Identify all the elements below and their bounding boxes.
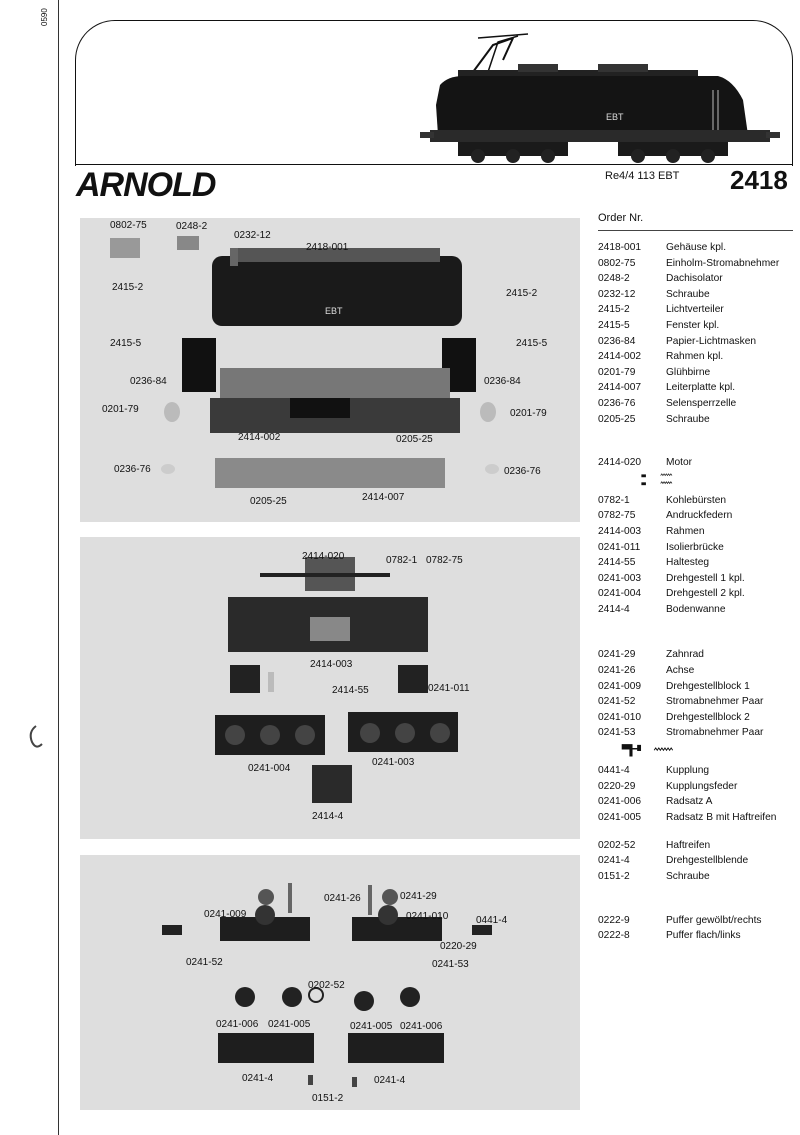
order-number-header: Order Nr. [598, 210, 793, 231]
callout-0241-29: 0241-29 [400, 891, 437, 902]
exploded-view-bogies [80, 855, 580, 1110]
coupling-and-spring-icon [598, 741, 793, 758]
list-item: 0220-29 Kupplungsfeder [598, 780, 738, 792]
callout-2415-5-left: 2415-5 [110, 338, 142, 349]
callout-0241-003: 0241-003 [372, 757, 415, 768]
list-item: 0241-26 Achse [598, 665, 695, 677]
callout-0202-52: 0202-52 [308, 980, 345, 991]
list-item: 0222-9 Puffer gewölbt/rechts [598, 914, 762, 926]
callout-0236-84-right: 0236-84 [484, 376, 521, 387]
callout-2415-2-left: 2415-2 [112, 282, 144, 293]
list-item: 0241-4 Drehgestellblende [598, 855, 749, 867]
callout-0201-79-right: 0201-79 [510, 408, 547, 419]
list-item: 2414-007 Leiterplatte kpl. [598, 382, 736, 394]
list-item: 0232-12 Schraube [598, 288, 710, 300]
callout-0802-75: 0802-75 [110, 220, 147, 231]
list-item: 0241-010 Drehgestellblock 2 [598, 711, 750, 723]
callout-0241-005-left: 0241-005 [268, 1019, 311, 1030]
exploded-view-body [80, 218, 580, 522]
callout-0241-005-right: 0241-005 [350, 1021, 393, 1032]
list-item: 2414-020 Motor [598, 457, 693, 469]
callout-2414-007: 2414-007 [362, 492, 405, 503]
list-item: 0241-004 Drehgestell 2 kpl. [598, 588, 745, 600]
list-item: 0241-009 Drehgestellblock 1 [598, 680, 750, 692]
callout-0232-12: 0232-12 [234, 230, 271, 241]
side-code: 0590 [40, 8, 49, 26]
list-item: 0241-29 Zahnrad [598, 649, 704, 661]
callout-0241-009: 0241-009 [204, 909, 247, 920]
list-item: 2415-2 Lichtverteiler [598, 304, 724, 316]
list-item: 2418-001 Gehäuse kpl. [598, 242, 727, 253]
list-item: 0151-2 Schraube [598, 871, 710, 882]
callout-0241-011: 0241-011 [428, 683, 470, 694]
callout-0241-010: 0241-010 [406, 911, 449, 922]
callout-0248-2: 0248-2 [176, 221, 208, 232]
brand-logo: ARNOLD [76, 166, 216, 204]
callout-0241-006-left: 0241-006 [216, 1019, 259, 1030]
list-item: 0241-53 Stromabnehmer Paar [598, 727, 764, 739]
list-item: 0782-75 Andruckfedern [598, 510, 733, 522]
callout-0236-84-left: 0236-84 [130, 376, 167, 387]
callout-2415-5-right: 2415-5 [516, 338, 548, 349]
loco-label: EBT [606, 112, 624, 122]
callout-2414-003: 2414-003 [310, 659, 353, 670]
list-item: 0241-005 Radsatz B mit Haftreifen [598, 811, 777, 823]
scan-mark [24, 722, 48, 752]
callout-0241-006-right: 0241-006 [400, 1021, 443, 1032]
list-item: 0782-1 Kohlebürsten [598, 494, 727, 506]
list-item: 0222-8 Puffer flach/links [598, 930, 741, 942]
list-item: 0241-003 Drehgestell 1 kpl. [598, 572, 745, 584]
list-item: 0201-79 Glühbirne [598, 366, 711, 378]
exploded-view-drive [80, 537, 580, 839]
parts-list [598, 210, 793, 944]
model-number: 2418 [730, 165, 788, 195]
list-item: 0236-84 Papier-Lichtmasken [598, 335, 757, 347]
list-item: 0802-75 Einholm-Stromabnehmer [598, 257, 780, 269]
callout-0241-53: 0241-53 [432, 959, 469, 970]
callout-0782-1: 0782-1 [386, 555, 418, 566]
callout-2414-55: 2414-55 [332, 685, 369, 696]
callout-0441-4: 0441-4 [476, 915, 508, 926]
callout-0205-25-top: 0205-25 [396, 434, 433, 445]
callout-2414-020: 2414-020 [302, 551, 345, 562]
list-item: 2414-55 Haltesteg [598, 557, 710, 569]
list-item: 0241-011 Isolierbrücke [598, 541, 724, 553]
list-item: 2414-002 Rahmen kpl. [598, 351, 724, 363]
list-item: 0248-2 Dachisolator [598, 273, 723, 285]
list-item: 2415-5 Fenster kpl. [598, 319, 720, 331]
brush-and-spring-icon [598, 471, 793, 488]
callout-0201-79-left: 0201-79 [102, 404, 139, 415]
body-label: EBT [325, 306, 343, 316]
list-item: 0241-006 Radsatz A [598, 796, 713, 808]
list-item: 0202-52 Haftreifen [598, 839, 711, 851]
callout-2418-001: 2418-001 [306, 242, 349, 253]
callout-0151-2: 0151-2 [312, 1093, 344, 1104]
list-item: 0441-4 Kupplung [598, 765, 710, 777]
callout-0241-4-left: 0241-4 [242, 1073, 274, 1084]
callout-0236-76-right: 0236-76 [504, 466, 541, 477]
list-item: 0205-25 Schraube [598, 413, 710, 425]
list-item: 2414-003 Rahmen [598, 525, 705, 537]
list-item: 0241-52 Stromabnehmer Paar [598, 696, 764, 708]
callout-0241-004: 0241-004 [248, 763, 291, 774]
callout-0782-75: 0782-75 [426, 555, 463, 566]
callout-0205-25-bottom: 0205-25 [250, 496, 287, 507]
drive-parts-illustration [80, 537, 580, 839]
margin-rule [58, 0, 59, 1135]
callout-0241-26: 0241-26 [324, 893, 361, 904]
callout-0220-29: 0220-29 [440, 941, 477, 952]
callout-2415-2-right: 2415-2 [506, 288, 538, 299]
callout-0241-52: 0241-52 [186, 957, 223, 968]
list-item: 2414-4 Bodenwanne [598, 603, 726, 615]
list-item: 0236-76 Selensperrzelle [598, 397, 737, 409]
callout-2414-4: 2414-4 [312, 811, 344, 822]
callout-2414-002: 2414-002 [238, 432, 281, 443]
locomotive-illustration [418, 30, 788, 168]
model-name: Re4/4 113 EBT [605, 170, 680, 182]
callout-0241-4-right: 0241-4 [374, 1075, 406, 1086]
callout-0236-76-left: 0236-76 [114, 464, 151, 475]
